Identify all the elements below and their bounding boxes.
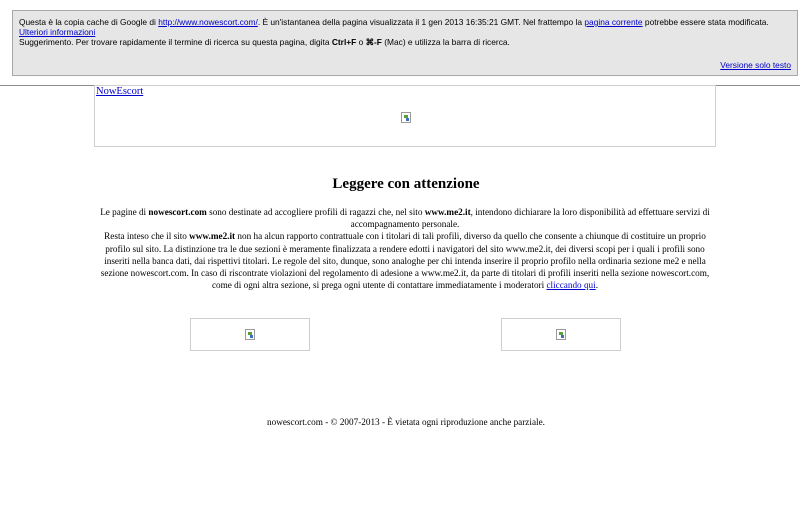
hint-key-ctrl: Ctrl+F xyxy=(331,37,357,47)
more-info-link[interactable]: Ulteriori informazioni xyxy=(19,27,96,37)
text-only-version-link[interactable]: Versione solo testo xyxy=(720,60,791,70)
page-title: Leggere con attenzione xyxy=(332,176,480,192)
more-info-line xyxy=(19,27,791,37)
broken-image-icon xyxy=(401,112,411,123)
left-image-link[interactable] xyxy=(190,318,310,351)
cache-notice-prefix: Questa è la copia cache di Google di xyxy=(19,17,159,27)
page-footer: nowescort.com - © 2007-2013 - È vietata ogni riproduzione anche parziale. xyxy=(267,417,545,427)
notice-paragraph-1 xyxy=(92,206,718,230)
cache-notice-line xyxy=(19,17,791,27)
current-page-link[interactable]: pagina corrente xyxy=(584,17,643,27)
notice-content xyxy=(92,206,718,291)
cache-notice-middle: . È un'istantanea della pagina visualizzata il 1 gen 2013 16:35:21 GMT. Nel frattempo la xyxy=(257,17,585,27)
hint-key-mac: ⌘-F xyxy=(365,37,382,47)
broken-image-icon xyxy=(245,329,255,340)
p1-text-e: , intendono dichiarare la loro disponibilità ad effettuare servizi di accompagnamento personale. xyxy=(350,207,710,230)
nowescort-banner-link[interactable]: NowEscort xyxy=(96,86,144,97)
p2-text-c: non ha alcun rapporto contrattuale con i titolari di tali profili, diverso da quello che consente a chiunque di costituire un proprio profilo sul sito. La distinzione tra le due sezioni è meramente finalizzata a rendere edotti i navigatori del sito www.me2.it, dei diversi scopi per i quali i profili sono inseriti nella banca dati, dai rispettivi titolari. Le regole del sito, dunque, sono analoghe per chi intenda inserire il proprio profilo nella ordinaria sezione me2 e nella sezione nowescort.com. In caso di riscontrate violazioni del regolamento di adesione a www.me2.it, da parte di titolari di profili inseriti nella sezione nowescort.com, come di ogni altra sezione, si prega ogni utente di contattare immediatamente i moderatori xyxy=(100,231,710,291)
cache-notice-box xyxy=(12,10,798,76)
p1-site-me2: www.me2.it xyxy=(424,207,471,217)
p1-text-c: sono destinate ad accogliere profili di ragazzi che, nel sito xyxy=(206,207,425,217)
p2-text-a: Resta inteso che il sito xyxy=(104,231,190,242)
p2-text-end: . xyxy=(595,280,598,291)
notice-paragraph-2 xyxy=(92,230,718,291)
p2-site-me2: www.me2.it xyxy=(189,231,236,242)
cached-url-link[interactable]: http://www.nowescort.com/ xyxy=(158,17,258,27)
p1-site-nowescort: nowescort.com xyxy=(148,207,207,217)
contact-moderators-link[interactable]: cliccando qui xyxy=(546,280,596,291)
hint-prefix: Suggerimento. Per trovare rapidamente il termine di ricerca su questa pagina, digita xyxy=(19,37,332,47)
hint-suffix: (Mac) e utilizza la barra di ricerca. xyxy=(381,37,510,47)
cache-notice-suffix: potrebbe essere stata modificata. xyxy=(642,17,769,27)
hint-or: o xyxy=(356,37,366,47)
broken-image-icon xyxy=(556,329,566,340)
site-banner xyxy=(94,85,716,147)
p1-text-a: Le pagine di xyxy=(100,207,149,217)
google-cache-header xyxy=(0,0,800,86)
right-image-link[interactable] xyxy=(501,318,621,351)
search-hint-line xyxy=(19,37,791,47)
